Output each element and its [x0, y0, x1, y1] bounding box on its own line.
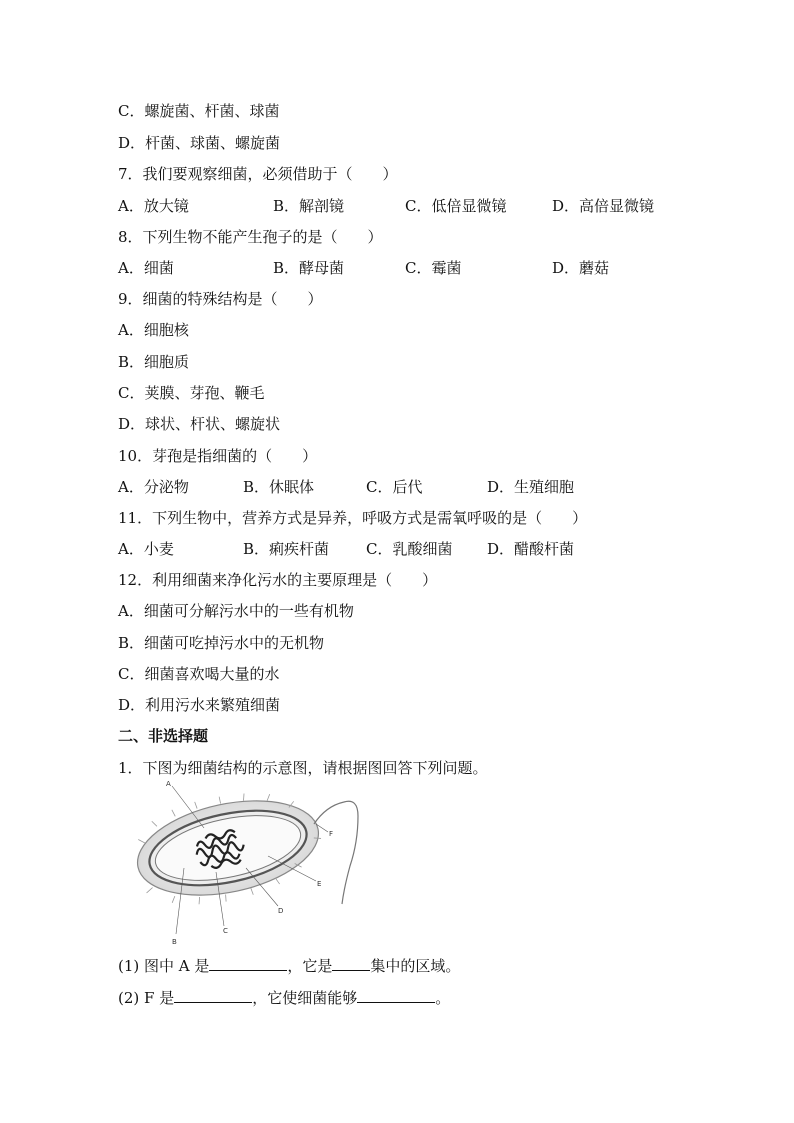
q10-option-c: C．后代 — [366, 478, 423, 496]
section-title: 二、非选择题 — [118, 727, 209, 745]
label-b: B — [172, 938, 177, 946]
label-f: F — [329, 830, 334, 838]
label-e: E — [317, 880, 322, 888]
answer-blank-a2[interactable] — [332, 955, 370, 971]
bacterium-structure-diagram — [118, 776, 378, 948]
sub2-middle: ，它使细菌能够 — [252, 989, 358, 1007]
q8-option-a: A．细菌 — [118, 259, 174, 277]
sub1-middle: ，它是 — [287, 957, 333, 975]
q9-option-c: C．荚膜、芽孢、鞭毛 — [118, 384, 265, 402]
sub1-suffix: 集中的区域。 — [370, 957, 461, 975]
q11-option-b: B．痢疾杆菌 — [243, 540, 330, 558]
q8-option-b: B．酵母菌 — [273, 259, 345, 277]
label-d: D — [278, 907, 284, 915]
q10-option-b: B．休眠体 — [243, 478, 315, 496]
sub2-suffix: 。 — [435, 989, 451, 1007]
q12-option-d: D．利用污水来繁殖细菌 — [118, 696, 281, 714]
question-11: 11．下列生物中，营养方式是异养，呼吸方式是需氧呼吸的是（ ） — [118, 509, 588, 527]
q9-option-d: D．球状、杆状、螺旋状 — [118, 415, 281, 433]
sub2-prefix: (2) F 是 — [118, 989, 175, 1007]
label-a: A — [166, 780, 171, 788]
q8-option-c: C．霉菌 — [405, 259, 462, 277]
q9-option-a: A．细胞核 — [118, 321, 189, 339]
answer-blank-f2[interactable] — [357, 987, 435, 1003]
q10-option-d: D．生殖细胞 — [487, 478, 575, 496]
q12-option-a: A．细菌可分解污水中的一些有机物 — [118, 602, 354, 620]
answer-blank-a[interactable] — [209, 955, 287, 971]
answer-blank-f[interactable] — [174, 987, 252, 1003]
q6-option-c: C．螺旋菌、杆菌、球菌 — [118, 102, 280, 120]
question-12: 12．利用细菌来净化污水的主要原理是（ ） — [118, 571, 438, 589]
q12-option-c: C．细菌喜欢喝大量的水 — [118, 665, 280, 683]
q10-option-a: A．分泌物 — [118, 478, 189, 496]
label-c: C — [223, 927, 228, 935]
q9-option-b: B．细胞质 — [118, 353, 190, 371]
q8-option-d: D．蘑菇 — [552, 259, 610, 277]
q7-option-d: D．高倍显微镜 — [552, 197, 655, 215]
q7-option-b: B．解剖镜 — [273, 197, 345, 215]
question-10: 10．芽孢是指细菌的（ ） — [118, 447, 318, 465]
flagellum — [314, 801, 358, 904]
question-9: 9．细菌的特殊结构是（ ） — [118, 290, 323, 308]
question-nonchoice-1: 1．下图为细菌结构的示意图，请根据图回答下列问题。 — [118, 759, 488, 777]
sub-question-1 — [118, 955, 460, 976]
question-8: 8．下列生物不能产生孢子的是（ ） — [118, 228, 383, 246]
q12-option-b: B．细菌可吃掉污水中的无机物 — [118, 634, 325, 652]
question-7: 7．我们要观察细菌，必须借助于（ ） — [118, 165, 398, 183]
q11-option-a: A．小麦 — [118, 540, 174, 558]
q11-option-c: C．乳酸细菌 — [366, 540, 453, 558]
q7-option-c: C．低倍显微镜 — [405, 197, 507, 215]
q11-option-d: D．醋酸杆菌 — [487, 540, 575, 558]
q6-option-d: D．杆菌、球菌、螺旋菌 — [118, 134, 281, 152]
q7-option-a: A．放大镜 — [118, 197, 189, 215]
sub-question-2 — [118, 987, 450, 1008]
sub1-prefix: (1) 图中 A 是 — [118, 957, 210, 975]
